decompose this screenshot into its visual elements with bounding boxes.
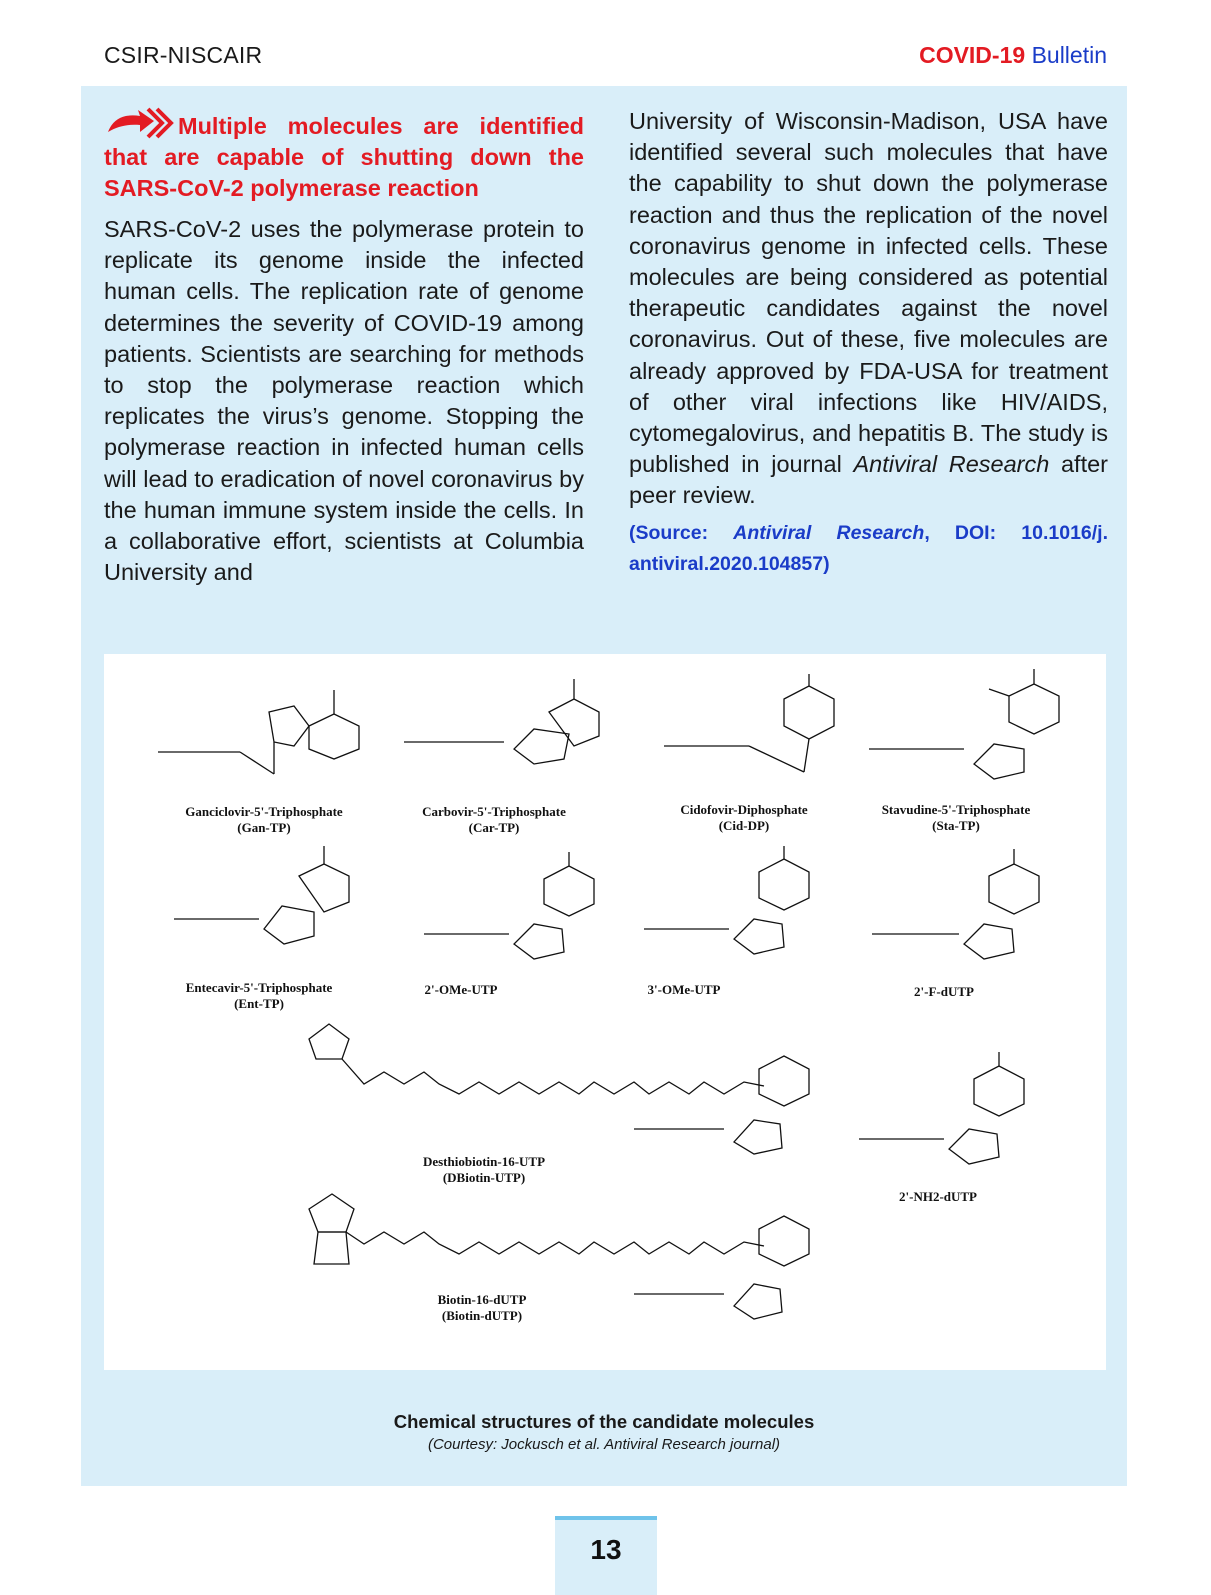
article-source xyxy=(629,518,1108,580)
figure-courtesy: (Courtesy: Jockusch et al. Antiviral Research journal) xyxy=(427,1436,781,1453)
structures-drawing xyxy=(104,654,1106,1370)
para2-end: after peer review. xyxy=(629,451,1108,509)
page-number: 13 xyxy=(590,1534,622,1565)
molecule-abbr: (Sta-TP) xyxy=(932,818,980,833)
article-paragraph-2 xyxy=(629,106,1108,512)
molecule-name: 2'-F-dUTP xyxy=(914,984,974,999)
structure-2f-dutp xyxy=(872,849,1039,959)
para2-text: University of Wisconsin-Madison, USA have identified several such molecules that have the capability to shut down the polymerase reaction and thus the replication of the novel coronavirus genome in infected cells. These molecules are being considered as potential therapeutic candidates against the novel coronavirus. Out of these, five molecules are already approved by FDA-USA for treatment of other viral infections like HIV/AIDS, cytomegalovirus, and hepatitis B. The study is published in journal xyxy=(629,108,1108,478)
article-headline-text: Multiple molecules are identified that are capable of shutting down the SARS-CoV-2 polymerase reaction xyxy=(104,113,584,201)
molecule-abbr: (Car-TP) xyxy=(468,820,520,835)
double-arrow-icon xyxy=(104,106,174,140)
structure-sta-tp xyxy=(869,669,1059,779)
structure-cid-dp xyxy=(664,674,834,772)
source-doi: , DOI: 10.1016/j. antiviral.2020.104857) xyxy=(629,521,1109,575)
molecule-name: Carbovir-5'-Triphosphate xyxy=(422,804,566,819)
molecule-abbr: (DBiotin-UTP) xyxy=(442,1170,526,1185)
article-column-left xyxy=(104,106,584,588)
header-covid-word: COVID-19 xyxy=(919,42,1026,68)
molecule-abbr: (Cid-DP) xyxy=(718,818,770,833)
molecule-name: 3'-OMe-UTP xyxy=(647,982,721,997)
header-bulletin-word: Bulletin xyxy=(1031,42,1107,68)
header-org: CSIR-NISCAIR xyxy=(104,42,263,68)
molecule-name: 2'-OMe-UTP xyxy=(424,982,498,997)
structure-dbiotin-utp xyxy=(309,1024,809,1154)
molecule-name: 2'-NH2-dUTP xyxy=(899,1189,977,1204)
structure-2nh2-dutp xyxy=(859,1052,1024,1164)
article-headline xyxy=(104,106,584,204)
para2-journal: Antiviral Research xyxy=(853,451,1050,478)
molecule-name: Desthiobiotin-16-UTP xyxy=(422,1154,546,1169)
molecule-abbr: (Biotin-dUTP) xyxy=(441,1308,523,1323)
structure-3ome-utp xyxy=(644,846,809,954)
structure-2ome-utp xyxy=(424,852,594,959)
figure-caption: Chemical structures of the candidate molecules xyxy=(393,1411,815,1432)
chemical-structures-figure xyxy=(104,654,1106,1370)
molecule-name: Entecavir-5'-Triphosphate xyxy=(185,980,333,995)
structure-biotin-dutp xyxy=(309,1194,809,1319)
structure-car-tp xyxy=(404,679,599,764)
molecule-name: Cidofovir-Diphosphate xyxy=(680,802,808,817)
source-prefix: (Source: xyxy=(629,521,734,544)
molecule-abbr: (Ent-TP) xyxy=(234,996,284,1011)
molecule-name: Ganciclovir-5'-Triphosphate xyxy=(185,804,343,819)
article-column-right xyxy=(629,106,1108,580)
structure-ent-tp xyxy=(174,846,349,944)
molecule-name: Stavudine-5'-Triphosphate xyxy=(881,802,1031,817)
source-journal: Antiviral Research xyxy=(733,521,925,544)
molecule-abbr: (Gan-TP) xyxy=(237,820,291,835)
page-number-tab xyxy=(555,1516,657,1595)
article-paragraph-1: SARS-CoV-2 uses the polymerase protein to replicate its genome inside the infected human cells. The replication rate of genome determines the severity of COVID-19 among patients. Scientists are searching for methods to stop the polymerase reaction which replicates the virus’s genome. Stopping the polymerase reaction in infected human cells will lead to eradication of novel coronavirus by the human immune system inside the cells. In a collaborative effort, scientists at Columbia University and xyxy=(104,216,584,586)
structure-gan-tp xyxy=(158,690,359,774)
header-bulletin-title xyxy=(919,42,1107,69)
molecule-name: Biotin-16-dUTP xyxy=(437,1292,527,1307)
